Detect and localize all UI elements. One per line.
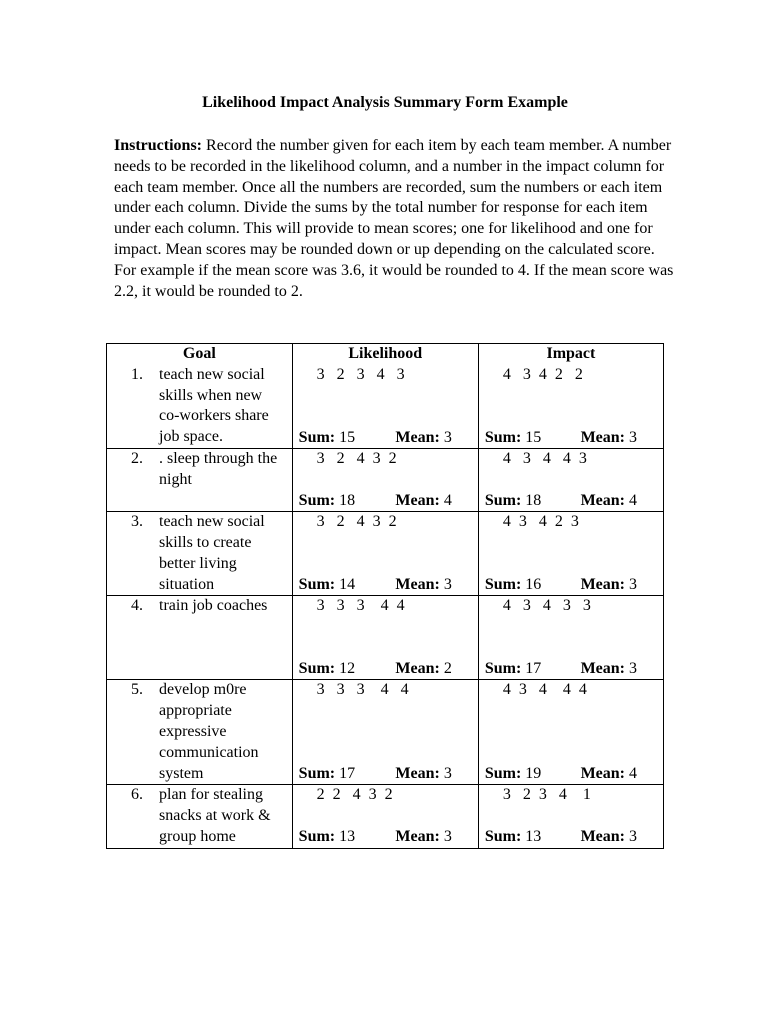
impact-sum [485,491,541,512]
mean-label: Mean: [580,491,625,509]
goal-text: teach new social skills when new co-workers share job space. [159,365,269,446]
sum-value: 15 [525,428,542,446]
header-impact: Impact [478,344,663,365]
mean-label: Mean: [395,428,440,446]
impact-summary [485,764,637,785]
table-row [107,680,664,785]
likelihood-mean [395,827,451,848]
sum-value: 18 [525,491,542,509]
likelihood-mean [395,659,451,680]
likelihood-summary [299,659,452,680]
likelihood-mean [395,428,451,449]
sum-value: 17 [339,764,356,782]
goal-cell [107,680,293,785]
impact-scores: 4 3 4 4 4 [502,681,587,699]
likelihood-summary [299,428,452,449]
likelihood-cell [292,785,478,848]
mean-label: Mean: [580,828,625,846]
likelihood-summary [299,764,452,785]
impact-scores: 3 2 3 4 1 [502,786,591,804]
sum-value: 19 [525,764,542,782]
goal-cell [107,449,293,512]
sum-value: 16 [525,575,542,593]
likelihood-cell [292,449,478,512]
sum-value: 15 [339,428,356,446]
impact-sum [485,827,541,848]
sum-label: Sum: [298,575,336,593]
header-goal: Goal [107,344,293,365]
table-row [107,365,664,449]
mean-label: Mean: [580,764,625,782]
impact-summary [485,659,637,680]
sum-label: Sum: [484,491,522,509]
impact-mean [581,827,637,848]
goal-number: 2. [131,450,143,468]
likelihood-sum [299,827,355,848]
mean-value: 3 [629,828,637,846]
likelihood-cell [292,596,478,680]
mean-value: 4 [443,491,452,509]
likelihood-scores: 3 2 4 3 2 [316,450,397,468]
mean-value: 3 [443,428,452,446]
header-likelihood: Likelihood [292,344,478,365]
sum-label: Sum: [298,491,336,509]
likelihood-cell [292,365,478,449]
impact-cell [478,596,663,680]
impact-mean [581,491,637,512]
sum-value: 17 [525,659,542,677]
impact-cell [478,785,663,848]
goal-number: 1. [131,365,143,383]
sum-label: Sum: [484,828,522,846]
likelihood-summary [299,827,452,848]
impact-summary [485,575,637,596]
mean-label: Mean: [395,764,440,782]
impact-cell [478,365,663,449]
likelihood-sum [299,428,355,449]
sum-label: Sum: [484,764,522,782]
impact-mean [581,764,637,785]
mean-value: 4 [629,764,637,782]
mean-value: 3 [629,575,637,593]
impact-sum [485,659,541,680]
mean-value: 3 [629,428,637,446]
goal-number: 5. [131,681,143,699]
goal-text: train job coaches [159,597,268,615]
document-title: Likelihood Impact Analysis Summary Form Example [202,94,568,111]
impact-sum [485,428,541,449]
mean-label: Mean: [395,575,440,593]
sum-label: Sum: [298,428,336,446]
goal-text: . sleep through the night [159,450,278,489]
sum-label: Sum: [484,428,522,446]
instructions-label: Instructions: [114,137,203,154]
mean-label: Mean: [395,828,440,846]
summary-table [106,343,664,849]
mean-value: 2 [443,659,452,677]
likelihood-sum [299,764,355,785]
likelihood-scores: 2 2 4 3 2 [316,786,393,804]
sum-value: 13 [525,828,542,846]
sum-label: Sum: [298,659,336,677]
likelihood-scores: 3 3 3 4 4 [316,681,409,699]
goal-number: 3. [131,513,143,531]
mean-label: Mean: [580,659,625,677]
mean-value: 3 [443,764,452,782]
table-row [107,512,664,596]
sum-label: Sum: [298,764,336,782]
likelihood-mean [395,764,451,785]
mean-label: Mean: [395,491,440,509]
impact-sum [485,575,541,596]
mean-label: Mean: [580,575,625,593]
likelihood-summary [299,491,452,512]
impact-cell [478,680,663,785]
goal-text: develop m0re appropriate expressive communication system [159,681,259,782]
likelihood-sum [299,659,355,680]
mean-label: Mean: [395,659,440,677]
goal-text: teach new social skills to create better living situation [159,513,265,593]
goal-text: plan for stealing snacks at work & group home [159,786,271,846]
impact-scores: 4 3 4 3 3 [502,597,591,615]
impact-sum [485,764,541,785]
sum-label: Sum: [484,575,522,593]
impact-mean [581,659,637,680]
goal-cell [107,365,293,449]
goal-cell [107,785,293,848]
mean-value: 3 [629,659,637,677]
likelihood-summary [299,575,452,596]
impact-summary [485,428,637,449]
table-header-row [107,344,664,365]
impact-mean [581,428,637,449]
impact-scores: 4 3 4 4 3 [502,450,587,468]
table-row [107,596,664,680]
goal-number: 4. [131,597,143,615]
sum-value: 13 [339,828,356,846]
sum-label: Sum: [484,659,522,677]
impact-mean [581,575,637,596]
goal-number: 6. [131,786,143,804]
likelihood-scores: 3 2 3 4 3 [316,365,405,383]
sum-label: Sum: [298,828,336,846]
likelihood-sum [299,491,355,512]
impact-scores: 4 3 4 2 2 [502,365,583,383]
impact-summary [485,491,637,512]
likelihood-cell [292,680,478,785]
goal-cell [107,512,293,596]
likelihood-mean [395,575,451,596]
mean-label: Mean: [580,428,625,446]
sum-value: 18 [339,491,356,509]
goal-cell [107,596,293,680]
likelihood-scores: 3 3 3 4 4 [316,597,405,615]
likelihood-cell [292,512,478,596]
impact-summary [485,827,637,848]
impact-cell [478,512,663,596]
mean-value: 4 [629,491,637,509]
mean-value: 3 [443,575,452,593]
impact-cell [478,449,663,512]
instructions-paragraph [114,136,674,302]
sum-value: 14 [339,575,356,593]
table-row [107,449,664,512]
sum-value: 12 [339,659,356,677]
likelihood-mean [395,491,451,512]
impact-scores: 4 3 4 2 3 [502,513,579,531]
likelihood-sum [299,575,355,596]
instructions-text: Record the number given for each item by each team member. A number needs to be recorded in the likelihood column, and a number in the impact column for each team member. Once all the numbers are recorded, sum the numbers or each item under each column. Divide the sums by the total number for response for each item under each column. This will provide to mean scores; one for likelihood and one for impact. Mean scores may be rounded down or up depending on the calculated score. For example if the mean score was 3.6, it would be rounded to 4. If the mean score was 2.2, it would be rounded to 2. [114,137,674,300]
likelihood-scores: 3 2 4 3 2 [316,513,397,531]
table-row [107,785,664,848]
mean-value: 3 [443,828,452,846]
